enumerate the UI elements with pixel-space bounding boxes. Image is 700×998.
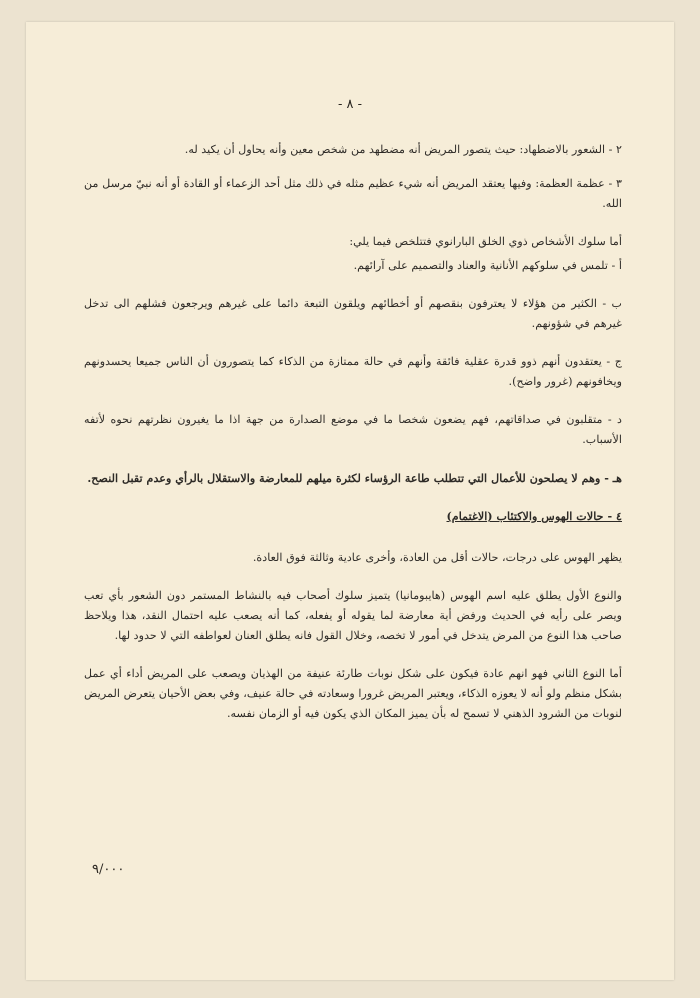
list-item-a: أ - تلمس في سلوكهم الأنانية والعناد والتصميم على آرائهم. [353,259,622,272]
paragraph-hypomania: والنوع الأول يطلق عليه اسم الهوس (هايبومانيا) يتميز سلوك أصحاب فيه بالنشاط المستمر دون الشعور بأي تعب ويصر على رأيه في الحديث ورفض أية معارضة لما يقوله أو يفعله، كما أنه يصعب عليه احتمال النقد، هذا ويلاحظ صاحب هذا النوع من المرض يتدخل في أمور لا تخصه، وخلال القول فانه يطلق العنان لعواطفه التي لا حدود لها. [84,589,622,642]
paragraph-grandeur: ٣ - عظمة العظمة: وفيها يعتقد المريض أنه شيء عظيم مثله في ذلك مثل أحد الزعماء أو القادة أو أنه نبيّ مرسل من الله. [84,177,622,210]
page-number: - ٨ - [337,97,363,112]
paragraph-mania-degrees: يظهر الهوس على درجات، حالات أقل من العادة، وأخرى عادية وثالثة فوق العادة. [252,551,622,564]
footer-page-ref: ٩/٠٠٠ [92,862,125,877]
list-item-d: د - متقلبون في صداقاتهم، فهم يضعون شخصا ما في موضع الصدارة من جهة اذا ما يغيرون نظرتهم نحوه لأتفه الأسباب. [84,413,622,446]
document-body [84,140,622,742]
paragraph-persecution: ٢ - الشعور بالاضطهاد: حيث يتصور المريض أنه مضطهد من شخص معين وأنه يحاول أن يكيد له. [184,143,622,156]
paragraph-second-type: أما النوع الثاني فهو انهم عادة فيكون على شكل نوبات طارئة عنيفة من الهذيان ويصعب على المريض أداء أي عمل بشكل منظم ولو أنه لا يعوزه الذكاء، ويعتبر المريض غرورا وسعادته في حالة عنيف، وفي بعض الأحيان يتعرض المريض لنوبات من الشرود الذهني لا تسمح له بأن يميز المكان الذي يكون فيه أو الزمان نفسه. [84,667,622,720]
list-item-c: ج - يعتقدون أنهم ذوو قدرة عقلية فائقة وأنهم في حالة ممتازة من الذكاء كما يتصورون أن الناس جميعا يحسدونهم ويخافونهم (غرور واضح). [84,355,622,388]
document-page [26,22,674,980]
section-heading: ٤ - حالات الهوس والاكتئاب (الاغتمام) [446,509,622,523]
list-item-b: ب - الكثير من هؤلاء لا يعترفون بنقصهم أو أخطائهم ويلقون التبعة دائما على غيرهم ويرجعون فشلهم الى تدخل غيرهم في شؤونهم. [84,297,622,330]
list-item-e: هـ - وهم لا يصلحون للأعمال التي تتطلب طاعة الرؤساء لكثرة ميلهم للمعارضة والاستقلال بالرأي وعدم تقبل النصح. [87,471,622,485]
paragraph-paranoid-intro: أما سلوك الأشخاص ذوي الخلق البارانوي فتتلخص فيما يلي: [349,235,622,248]
